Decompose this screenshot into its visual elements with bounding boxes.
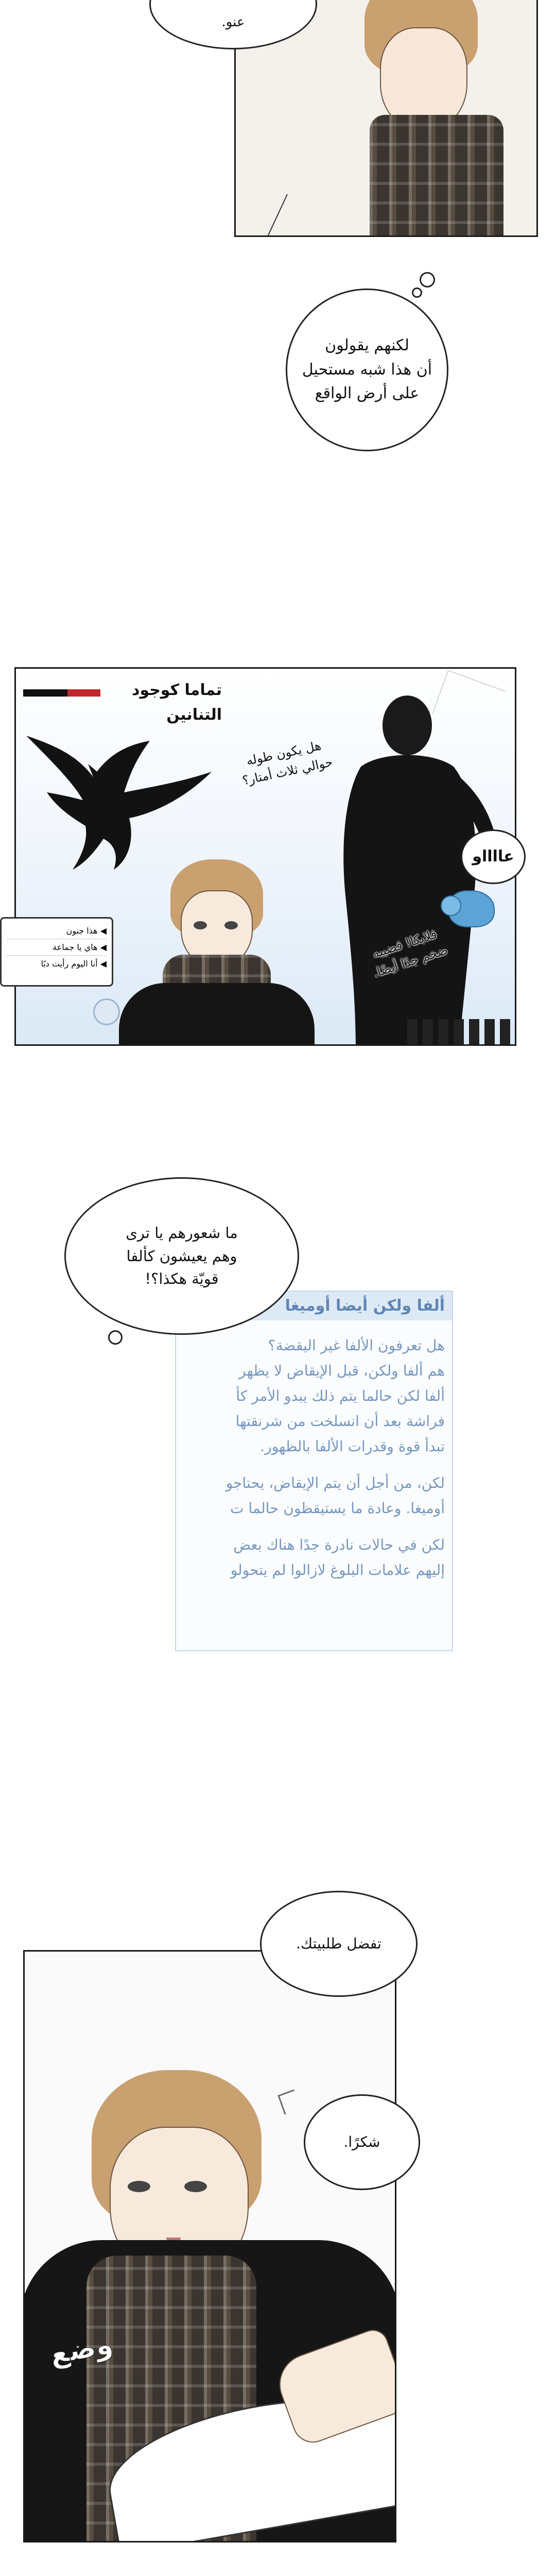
drawn-line [267, 194, 288, 236]
boy-eye-left [194, 921, 207, 929]
bubble-tail-dot [420, 272, 435, 287]
chat-arrow-icon: ◀ [100, 926, 107, 936]
boy-eye-right [224, 921, 238, 929]
character-scarf [370, 115, 503, 237]
chat-list [0, 917, 113, 987]
sound-effect: وضع [47, 2327, 115, 2371]
character-eye-left [128, 2181, 150, 2192]
chat-item: ◀ أنا اليوم رأيت دبًا [41, 959, 107, 969]
boy-coat [119, 983, 315, 1046]
document-body: هل تعرفون الألفا غير اليقضة؟ هم ألفا ولكن، قبل الإيقاض لا يظهر ألفا لكن حالما يتم ذلك يبدو الأمر كأ فراشة بعد أن انسلخت من شرنقتها تبدأ قوة وقدرات الألفا بالظهور. لكن، من أجل أن يتم الإيقاض، يحتاجو أوميغا. وعادة ما يستيقظون حالما ت لكن في حالات نادرة جدًا هناك بعض إليهم علامات البلوغ لازالوا لم يتحولو [225, 1337, 445, 1579]
caption-question: هل يكون طوله حوالي ثلاث أمتار؟ [241, 738, 334, 788]
document-page [175, 1291, 453, 1651]
chat-arrow-icon: ◀ [100, 942, 107, 952]
speech-bubble-impossible: لكنهم يقولون أن هذا شبه مستحيل على أرض الواقع [286, 289, 448, 451]
speech-bubble-alpha: ما شعورهم يا ترى وهم يعيشون كألفا قويّة هكذا؟! [64, 1177, 299, 1335]
header-mark-red [67, 689, 100, 697]
chat-arrow-icon: ◀ [100, 959, 107, 969]
panel-5 [23, 1950, 396, 2543]
document-header: ألفا ولكن أيضا أوميغا [176, 1292, 453, 1320]
city-silhouette [407, 1019, 516, 1046]
bubble-tail-dot-small [412, 287, 422, 298]
character-eye-right [184, 2181, 207, 2192]
speech-bubble-cropped: عنو. [149, 0, 317, 49]
chat-item: ◀ هذا جنون [7, 923, 107, 939]
speech-bubble-roar: عااااو [461, 829, 526, 884]
bubble-tail-dot [108, 1330, 123, 1345]
caption-title: تماما كوجود التنانين [131, 681, 222, 724]
avatar [93, 998, 120, 1025]
caption-whisper: قلابكا! قضيبه ضخم جدًا أيضًا. [370, 926, 449, 980]
elephant-ear [441, 895, 461, 916]
speech-bubble-thanks: شكرًا. [304, 2094, 420, 2190]
chat-item: ◀ هاي يا جماعة [7, 939, 107, 956]
speech-bubble-order: تفضل طلبيتك. [260, 1891, 418, 1997]
panel-3 [14, 667, 516, 1046]
